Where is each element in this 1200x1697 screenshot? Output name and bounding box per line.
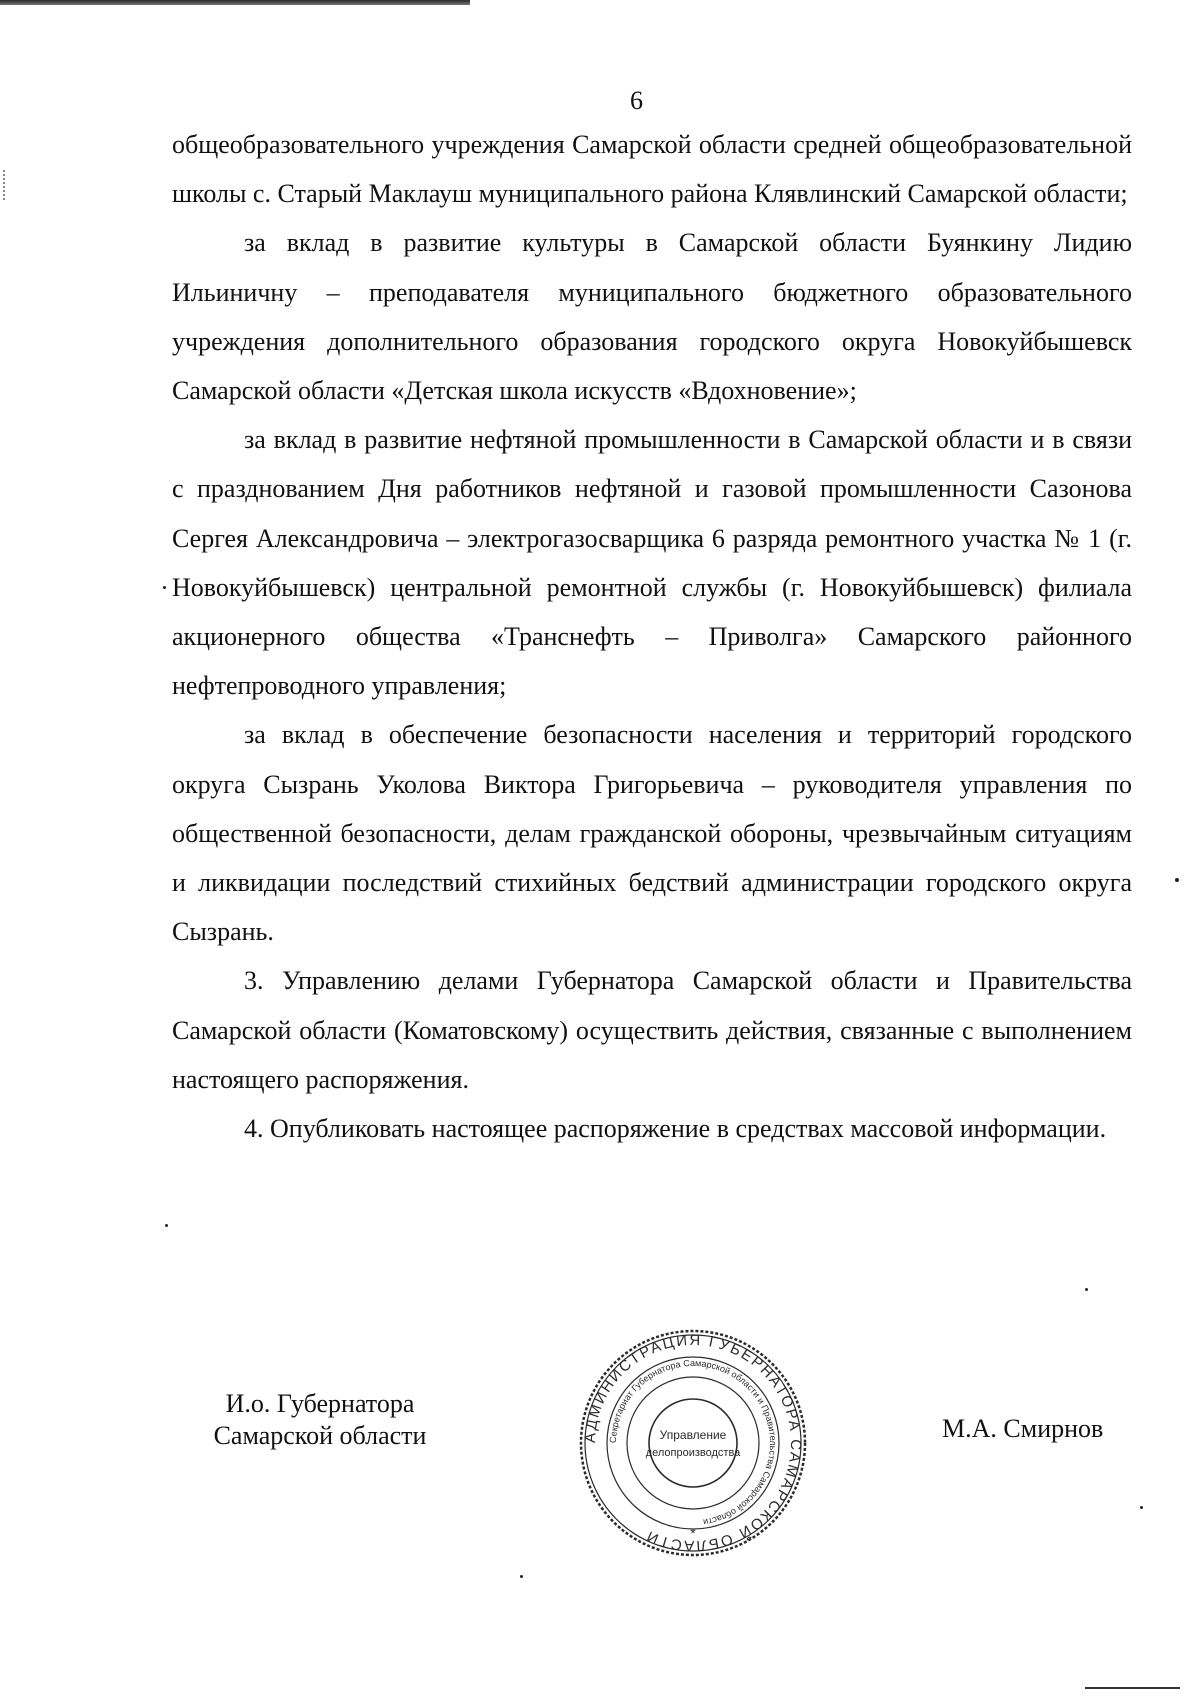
scan-speck bbox=[520, 1575, 523, 1578]
page-number: 6 bbox=[630, 86, 643, 115]
seal-inner-text: Секретариат Губернатора Самарской области и Правительства Самарской области bbox=[607, 1357, 779, 1528]
official-seal bbox=[578, 1328, 808, 1558]
paragraph-item-4: 4. Опубликовать настоящее распоряжение в средствах массовой информации. bbox=[244, 1114, 1107, 1144]
scan-speck bbox=[165, 1224, 168, 1227]
scan-edge-top bbox=[0, 0, 470, 5]
scan-speck bbox=[1140, 1506, 1143, 1509]
seal-center-line2: делопроизводства bbox=[645, 1447, 741, 1459]
signatory-title-line1: И.о. Губернатора bbox=[225, 1389, 415, 1418]
scan-speck bbox=[163, 586, 166, 589]
scan-speck bbox=[1085, 1288, 1088, 1291]
signatory-name: М.А. Смирнов bbox=[942, 1414, 1104, 1443]
scan-speck bbox=[1175, 878, 1179, 882]
signatory-title bbox=[190, 1388, 450, 1452]
seal-outer-text: АДМИНИСТРАЦИЯ ГУБЕРНАТОРА САМАРСКОЙ ОБЛАСТИ bbox=[581, 1331, 805, 1555]
seal-center-line1: Управление bbox=[659, 1428, 727, 1442]
signatory-title-line2: Самарской области bbox=[213, 1421, 427, 1450]
paragraph-safety-award: за вклад в обеспечение безопасности населения и территорий городского округа Сызрань Уколова Виктора Григорьевича – руководителя управления по общественной безопасности, делам гражданской обороны, чрезвычайным ситуациям и ликвидации последствий стихийных бедствий администрации городского округа Сызрань. bbox=[172, 720, 1132, 947]
svg-text:Секретариат Губернатора Самарс bbox=[608, 1358, 778, 1527]
seal-star-icon: * bbox=[690, 1525, 696, 1541]
paragraph-continuation: общеобразовательного учреждения Самарской области средней общеобразовательной школы с. Старый Маклауш муниципального района Клявлинский Самарской области; bbox=[172, 130, 1132, 209]
scan-edge-left bbox=[3, 170, 5, 200]
paragraph-oil-industry-award: за вклад в развитие нефтяной промышленности в Самарской области и в связи с празднованием Дня работников нефтяной и газовой промышленности Сазонова Сергея Александровича – электрогазосварщика 6 разряда ремонтного участка № 1 (г. Новокуйбышевск) центральной ремонтной службы (г. Новокуйбышевск) филиала акционерного общества «Транснефть – Приволга» Самарского районного нефтепроводного управления; bbox=[172, 425, 1132, 701]
scan-edge-bottom bbox=[1085, 1687, 1180, 1689]
paragraph-culture-award: за вклад в развитие культуры в Самарской области Буянкину Лидию Ильиничну – преподавателя муниципального бюджетного образовательного учреждения дополнительного образования городского округа Новокуйбышевск Самарской области «Детская школа искусств «Вдохновение»; bbox=[172, 228, 1132, 406]
paragraph-item-3: 3. Управлению делами Губернатора Самарской области и Правительства Самарской области (Коматовскому) осуществить действия, связанные с выполнением настоящего распоряжения. bbox=[172, 966, 1132, 1094]
document-body bbox=[172, 120, 1132, 1153]
